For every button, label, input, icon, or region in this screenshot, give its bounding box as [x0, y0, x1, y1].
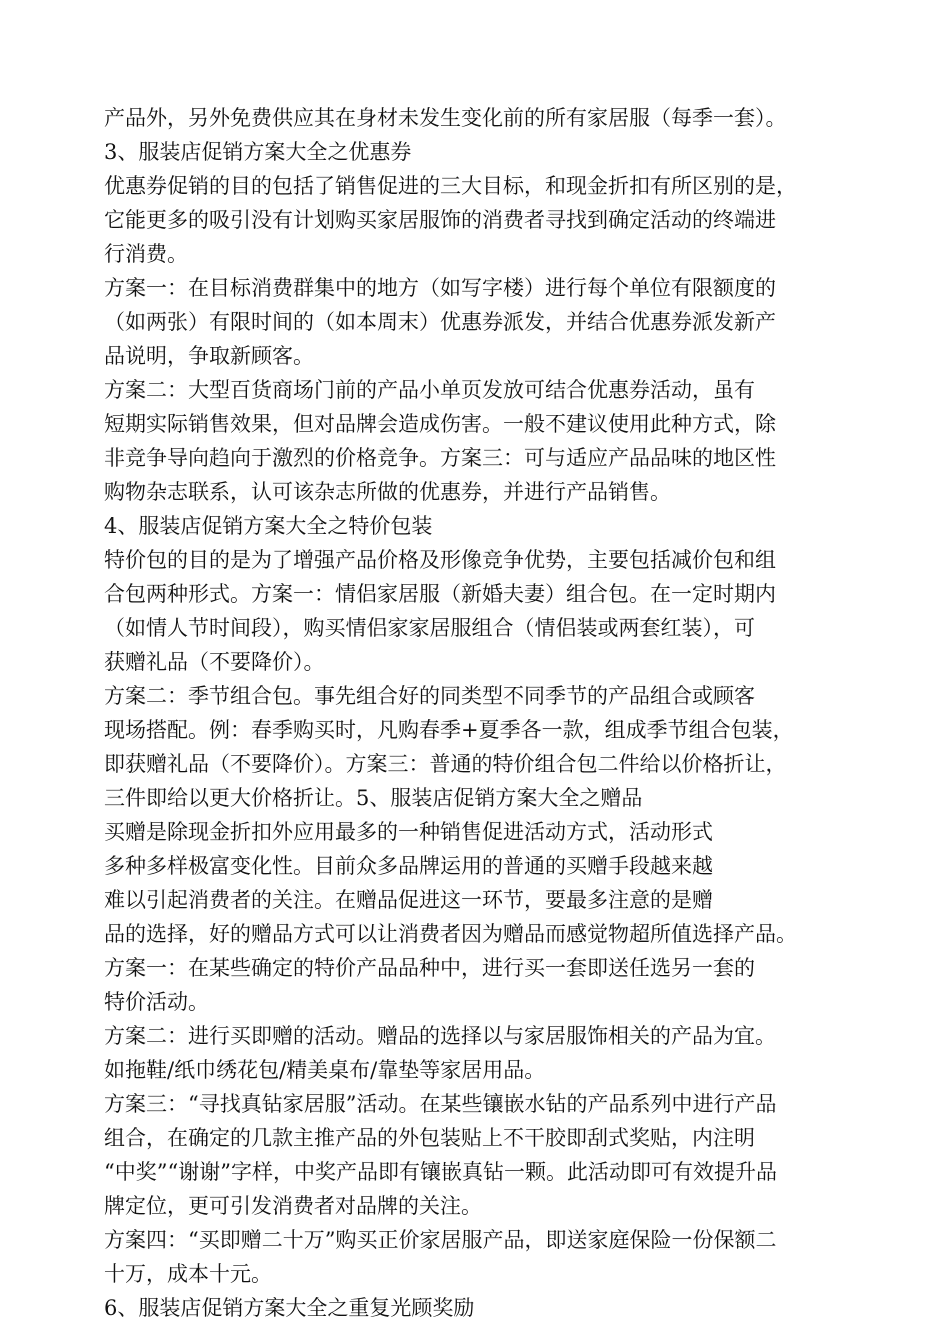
text-line: 品说明，争取新顾客。 — [104, 344, 314, 368]
text-line: 多种多样极富变化性。目前众多品牌运用的普通的买赠手段越来越 — [104, 854, 713, 878]
text-line: 产品外，另外免费供应其在身材未发生变化前的所有家居服（每季一套）。 — [104, 106, 787, 130]
text-line: 难以引起消费者的关注。在赠品促进这一环节，要最多注意的是赠 — [104, 888, 713, 912]
text-line: 即获赠礼品（不要降价）。方案三：普通的特价组合包二件给以价格折让， — [104, 752, 787, 776]
text-line: 方案三：“寻找真钻家居服”活动。在某些镶嵌水钻的产品系列中进行产品 — [104, 1092, 777, 1116]
text-line: “中奖”“谢谢”字样，中奖产品即有镶嵌真钻一颗。此活动即可有效提升品 — [104, 1160, 777, 1184]
text-line: 短期实际销售效果，但对品牌会造成伤害。一般不建议使用此种方式，除 — [104, 412, 776, 436]
text-line: 购物杂志联系，认可该杂志所做的优惠券，并进行产品销售。 — [104, 480, 671, 504]
text-line: （如两张）有限时间的（如本周末）优惠券派发，并结合优惠券派发新产 — [104, 310, 776, 334]
text-line: 方案四：“买即赠二十万”购买正价家居服产品，即送家庭保险一份保额二 — [104, 1228, 777, 1252]
section-heading: 3、服装店促销方案大全之优惠券 — [104, 140, 412, 164]
text-line: 行消费。 — [104, 242, 188, 266]
text-line: 方案二：大型百货商场门前的产品小单页发放可结合优惠券活动，虽有 — [104, 378, 755, 402]
text-line: 现场搭配。例：春季购买时，凡购春季+夏季各一款，组成季节组合包装， — [104, 718, 794, 742]
text-line: 三件即给以更大价格折让。5、服装店促销方案大全之赠品 — [104, 786, 643, 810]
text-line: 如拖鞋/纸巾绣花包/精美桌布/靠垫等家居用品。 — [104, 1058, 546, 1082]
text-line: 十万，成本十元。 — [104, 1262, 272, 1286]
text-line: 特价活动。 — [104, 990, 209, 1014]
text-line: 非竞争导向趋向于激烈的价格竞争。方案三：可与适应产品品味的地区性 — [104, 446, 776, 470]
text-line: 组合，在确定的几款主推产品的外包装贴上不干胶即刮式奖贴，内注明 — [104, 1126, 755, 1150]
text-line: 获赠礼品（不要降价）。 — [104, 650, 325, 674]
text-line: 品的选择，好的赠品方式可以让消费者因为赠品而感觉物超所值选择产品。 — [104, 922, 797, 946]
text-line: 合包两种形式。方案一：情侣家居服（新婚夫妻）组合包。在一定时期内 — [104, 582, 776, 606]
text-line: 方案二：进行买即赠的活动。赠品的选择以与家居服饰相关的产品为宜。 — [104, 1024, 776, 1048]
text-line: 优惠券促销的目的包括了销售促进的三大目标，和现金折扣有所区别的是， — [104, 174, 797, 198]
text-line: 方案一：在某些确定的特价产品品种中，进行买一套即送任选另一套的 — [104, 956, 755, 980]
text-line: 买赠是除现金折扣外应用最多的一种销售促进活动方式，活动形式 — [104, 820, 713, 844]
text-line: 特价包的目的是为了增强产品价格及形像竞争优势，主要包括减价包和组 — [104, 548, 776, 572]
section-heading: 4、服装店促销方案大全之特价包装 — [104, 514, 433, 538]
text-line: 它能更多的吸引没有计划购买家居服饰的消费者寻找到确定活动的终端进 — [104, 208, 776, 232]
text-line: （如情人节时间段），购买情侣家家居服组合（情侣装或两套红装），可 — [104, 616, 755, 640]
section-heading: 6、服装店促销方案大全之重复光顾奖励 — [104, 1296, 475, 1320]
text-line: 方案二：季节组合包。事先组合好的同类型不同季节的产品组合或顾客 — [104, 684, 755, 708]
text-line: 方案一：在目标消费群集中的地方（如写字楼）进行每个单位有限额度的 — [104, 276, 776, 300]
text-line: 牌定位，更可引发消费者对品牌的关注。 — [104, 1194, 482, 1218]
